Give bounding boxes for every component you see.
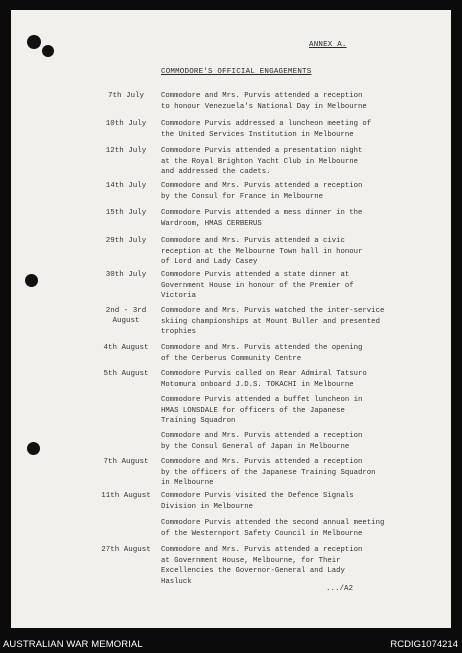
engagement-description: Commodore and Mrs. Purvis watched the inter-service skiing championships at Mount Buller and presented trophies: [161, 307, 385, 336]
engagement-date: 30th July: [105, 271, 147, 279]
engagement-description: Commodore Purvis attended the second annual meeting of the Westernport Safety Council in Melbourne: [161, 519, 385, 538]
engagement-description: Commodore and Mrs. Purvis attended a reception to honour Venezuela's National Day in Melbourne: [161, 92, 367, 111]
engagement-description: Commodore Purvis attended a mess dinner in the Wardroom, HMAS CERBERUS: [161, 209, 363, 228]
engagement-date: 11th August: [101, 492, 151, 500]
record-id: RCDIG1074214: [390, 639, 458, 650]
engagement-date: 12th July: [105, 147, 147, 155]
engagement-date: 7th July: [107, 92, 144, 100]
engagement-date: 5th August: [103, 370, 149, 378]
engagement-date: 2nd - 3rd August: [105, 307, 147, 325]
engagement-date: 7th August: [103, 458, 149, 466]
engagement-description: Commodore Purvis addressed a luncheon meeting of the United Services Institution in Melbourne: [161, 120, 372, 139]
engagement-date: 10th July: [105, 120, 147, 128]
engagement-description: Commodore Purvis visited the Defence Signals Division in Melbourne: [161, 492, 354, 511]
engagement-description: Commodore and Mrs. Purvis attended the opening of the Cerberus Community Centre: [161, 344, 363, 363]
archive-footer-bar: [0, 637, 462, 653]
punch-hole: [25, 274, 38, 287]
engagement-date: 27th August: [101, 546, 151, 554]
engagement-date: 29th July: [105, 237, 147, 245]
engagement-date: 4th August: [103, 344, 149, 352]
page-continuation-ref: .../A2: [326, 585, 354, 593]
engagement-description: Commodore Purvis called on Rear Admiral Tatsuro Motomura onboard J.D.S. TOKACHI in Melbourne: [161, 370, 367, 389]
engagement-description: Commodore Purvis attended a state dinner at Government House in honour of the Premier of Victoria: [161, 271, 354, 300]
punch-hole: [42, 45, 54, 57]
engagement-date: 14th July: [105, 182, 147, 190]
punch-hole: [27, 35, 41, 49]
document-page: [11, 10, 451, 628]
engagement-description: Commodore and Mrs. Purvis attended a reception at Government House, Melbourne, for Their Excellencies the Governor-General and Lady Hasluck: [161, 546, 363, 586]
archive-name: AUSTRALIAN WAR MEMORIAL: [3, 639, 143, 650]
engagement-description: Commodore and Mrs. Purvis attended a reception by the Consul General of Japan in Melbourne: [161, 432, 363, 451]
engagement-description: Commodore Purvis attended a buffet luncheon in HMAS LONSDALE for officers of the Japanese Training Squadron: [161, 396, 363, 425]
document-title: COMMODORE'S OFFICIAL ENGAGEMENTS: [161, 68, 312, 76]
engagement-date: 15th July: [105, 209, 147, 217]
engagement-description: Commodore Purvis attended a presentation night at the Royal Brighton Yacht Club in Melbourne and addressed the cadets.: [161, 147, 363, 176]
engagement-description: Commodore and Mrs. Purvis attended a reception by the officers of the Japanese Training Squadron in Melbourne: [161, 458, 376, 487]
punch-hole: [27, 442, 40, 455]
engagement-description: Commodore and Mrs. Purvis attended a reception by the Consul for France in Melbourne: [161, 182, 363, 201]
engagement-description: Commodore and Mrs. Purvis attended a civic reception at the Melbourne Town hall in honour of Lord and Lady Casey: [161, 237, 363, 266]
annex-label: ANNEX A.: [309, 41, 347, 49]
